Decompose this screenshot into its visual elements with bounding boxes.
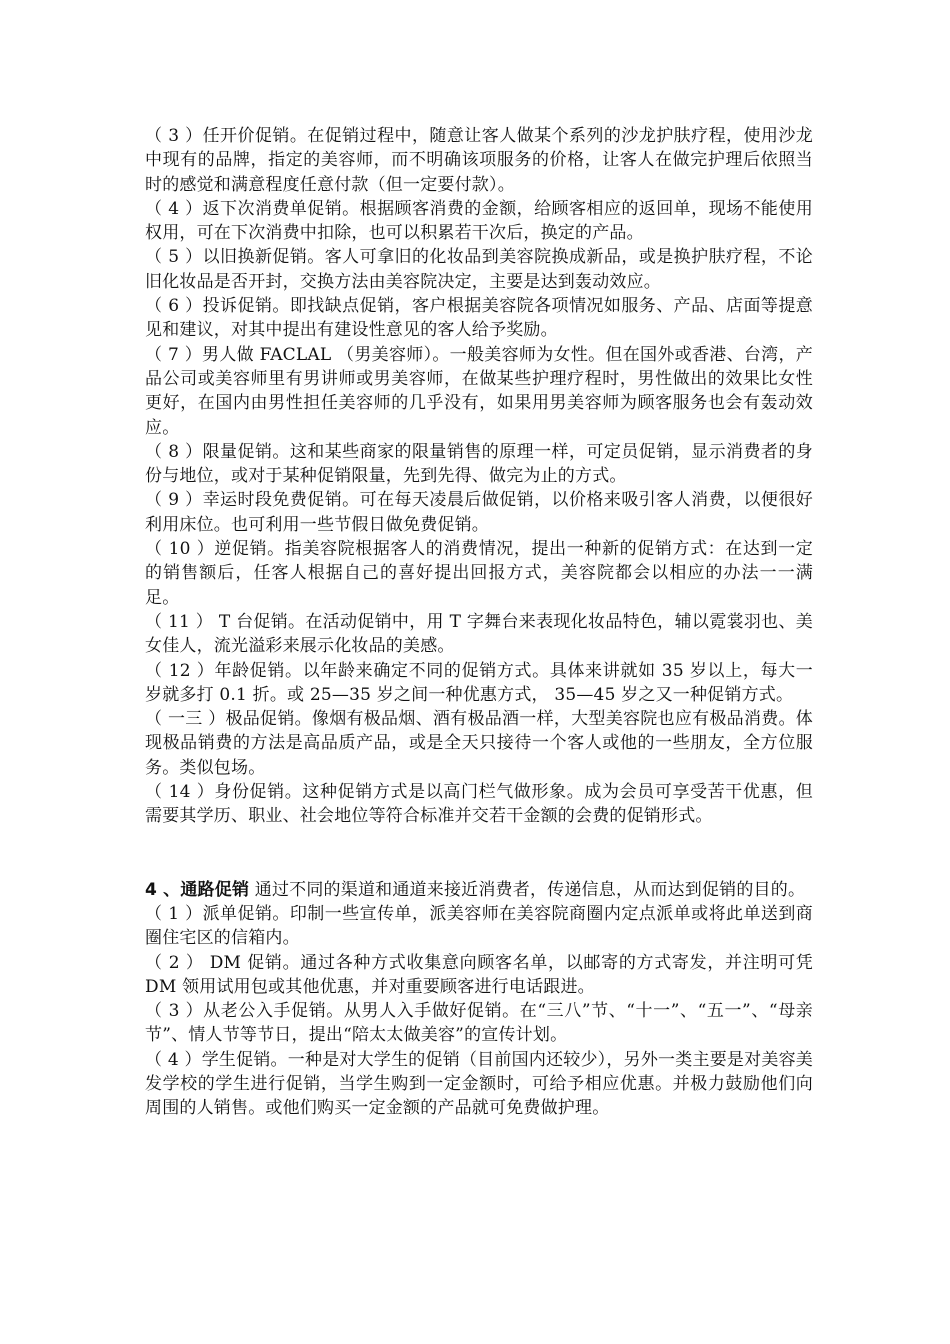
promo-item-14: （ 14 ）身份促销。这种促销方式是以高门栏气做形象。成为会员可享受苦干优惠，但需要其学历、职业、社会地位等符合标准并交若干金额的会费的促销形式。 [145,782,813,827]
section-4-heading: 4 、通路促销 [145,879,250,900]
promo-item-4: （ 4 ）返下次消费单促销。根据顾客消费的金额，给顾客相应的返回单，现场不能使用权用，可在下次消费中扣除，也可以积累若干次后，换定的产品。 [145,198,813,244]
promo-item-9: （ 9 ）幸运时段免费促销。可在每天凌晨后做促销，以价格来吸引客人消费，以便很好利用床位。也可利用一些节假日做免费促销。 [145,490,813,535]
promo-item-12: （ 12 ）年龄促销。以年龄来确定不同的促销方式。具体来讲就如 35 岁以上，每大一岁就多打 0.1 折。或 25—35 岁之间一种优惠方式， 35—45 岁之又一种促销方式。 [145,660,813,705]
promo-item-10: （ 10 ）逆促销。指美容院根据客人的消费情况，提出一种新的促销方式：在达到一定的销售额后，任客人根据自己的喜好提出回报方式，美容院都会以相应的办法一一满足。 [145,539,813,608]
promo-item-7: （ 7 ）男人做 FACLAL （男美容师）。一般美容师为女性。但在国外或香港、台湾，产品公司或美容师里有男讲师或男美容师，在做某些护理疗程时，男性做出的效果比女性更好，在国内由男性担任美容师的几乎没有，如果用男美容师为顾客服务也会有轰动效应。 [145,344,813,438]
promo-item-3: （ 3 ）任开价促销。在促销过程中，随意让客人做某个系列的沙龙护肤疗程，使用沙龙中现有的品牌，指定的美容师，而不明确该项服务的价格，让客人在做完护理后依照当时的感觉和满意程度任意付款（但一定要付款）。 [145,126,813,195]
channel-item-1: （ 1 ）派单促销。印制一些宣传单，派美容师在美容院商圈内定点派单或将此单送到商圈住宅区的信箱内。 [145,903,813,949]
section-4-paragraph [145,878,813,902]
channel-item-2: （ 2 ） DM 促销。通过各种方式收集意向顾客名单，以邮寄的方式寄发，并注明可凭 DM 领用试用包或其他优惠，并对重要顾客进行电话跟进。 [145,952,813,997]
promo-item-6: （ 6 ）投诉促销。即找缺点促销，客户根据美容院各项情况如服务、产品、店面等提意见和建议，对其中提出有建设性意见的客人给予奖励。 [145,296,813,341]
channel-item-3: （ 3 ）从老公入手促销。从男人入手做好促销。在“三八”节、“十一”、“五一”、“母亲节”、情人节等节日，提出“陪太太做美容”的宣传计划。 [145,1001,813,1046]
promo-item-8: （ 8 ）限量促销。这和某些商家的限量销售的原理一样，可定员促销，显示消费者的身份与地位，或对于某种促销限量，先到先得、做完为止的方式。 [145,441,813,487]
section-4-intro: 通过不同的渠道和通道来接近消费者，传递信息，从而达到促销的目的。 [249,879,806,900]
channel-item-4: （ 4 ）学生促销。一种是对大学生的促销（目前国内还较少），另外一类主要是对美容美发学校的学生进行促销，当学生购到一定金额时，可给予相应优惠。并极力鼓励他们向周围的人销售。或他们购买一定金额的产品就可免费做护理。 [145,1049,813,1119]
section-spacer [145,829,813,878]
promo-item-11: （ 11 ） T 台促销。在活动促销中，用 T 字舞台来表现化妆品特色，辅以霓裳羽也、美女佳人，流光溢彩来展示化妆品的美感。 [145,611,813,657]
promo-item-13: （ 一三 ）极品促销。像烟有极品烟、酒有极品酒一样，大型美容院也应有极品消费。体现极品销费的方法是高品质产品，或是全天只接待一个客人或他的一些朋友，全方位服务。类似包场。 [145,709,813,778]
promo-item-5: （ 5 ）以旧换新促销。客人可拿旧的化妆品到美容院换成新品，或是换护肤疗程，不论旧化妆品是否开封，交换方法由美容院决定，主要是达到轰动效应。 [145,247,813,292]
document-body [145,124,813,1121]
